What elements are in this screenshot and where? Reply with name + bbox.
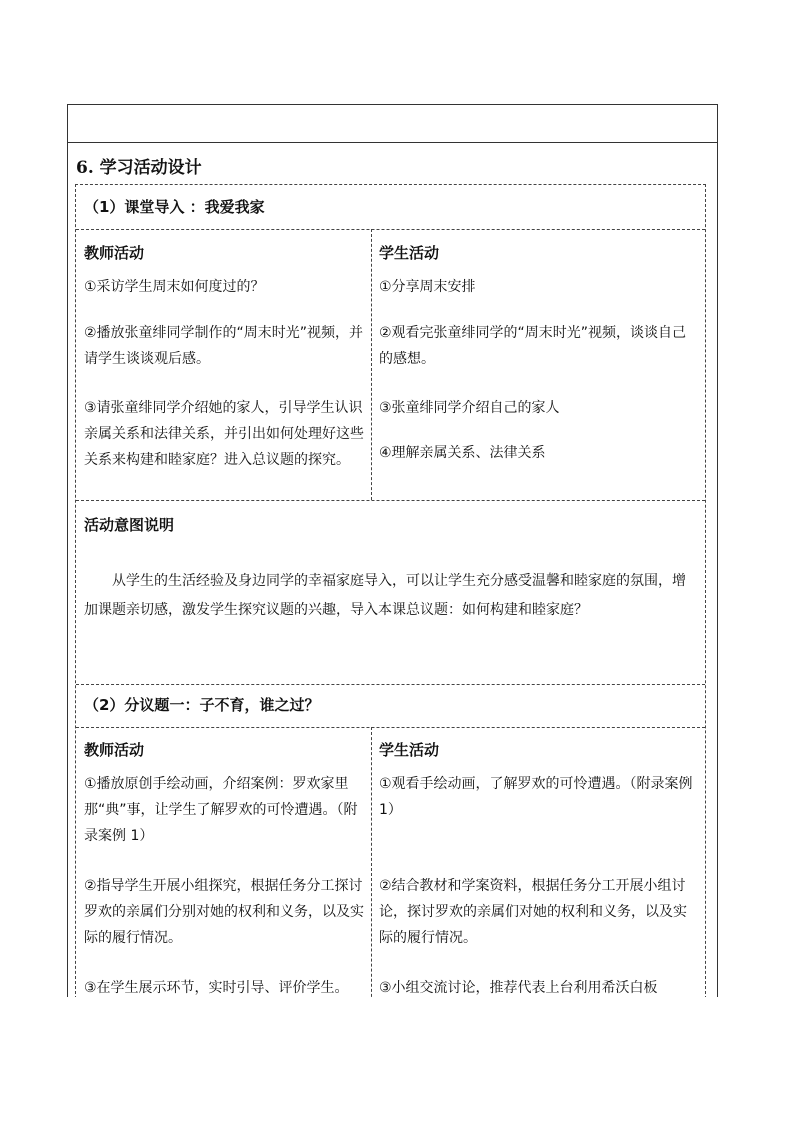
- part2-student-header: 学生活动: [379, 741, 440, 759]
- part2-student-item: ③小组交流讨论，推荐代表上台利用希沃白板: [379, 980, 658, 996]
- part2-teacher-item: ①播放原创手绘动画，介绍案例：罗欢家里那“典”事，让学生了解罗欢的可怜遭遇。（附录案例 1）: [84, 776, 358, 844]
- section-title: 6. 学习活动设计: [76, 158, 202, 178]
- intent-header: 活动意图说明: [84, 516, 175, 534]
- part2-teacher-header: 教师活动: [84, 741, 145, 759]
- part2-heading: （2）分议题一：子不育，谁之过？: [84, 696, 320, 714]
- document-table: [67, 104, 718, 997]
- part1-student-item: ①分享周末安排: [379, 279, 476, 295]
- part1-teacher-header: 教师活动: [84, 244, 145, 262]
- column-divider: [371, 727, 372, 997]
- part1-student-item: ②观看完张童绯同学的“周末时光”视频，谈谈自己的感想。: [379, 325, 687, 367]
- part1-student-item: ③张童绯同学介绍自己的家人: [379, 400, 560, 416]
- part1-student-item: ④理解亲属关系、法律关系: [379, 445, 546, 461]
- part2-student-item: ②结合教材和学案资料，根据任务分工开展小组讨论，探讨罗欢的亲属们对她的权利和义务，以及实际的履行情况。: [379, 878, 687, 946]
- part1-heading: （1）课堂导入 ：我爱我家: [84, 198, 265, 216]
- intent-paragraph: 从学生的生活经验及身边同学的幸福家庭导入，可以让学生充分感受温馨和睦家庭的氛围，增加课题亲切感，激发学生探究议题的兴趣，导入本课总议题：如何构建和睦家庭？: [84, 573, 686, 618]
- part1-teacher-item: ③请张童绯同学介绍她的家人，引导学生认识亲属关系和法律关系，并引出如何处理好这些关系来构建和睦家庭？进入总议题的探究。: [84, 400, 364, 468]
- empty-top-row: [68, 105, 717, 143]
- divider: [76, 500, 705, 501]
- activity-design-table: [75, 184, 706, 997]
- part2-teacher-item: ③在学生展示环节，实时引导、评价学生。: [84, 980, 349, 996]
- part2-teacher-item: ②指导学生开展小组探究，根据任务分工探讨罗欢的亲属们分别对她的权利和义务，以及实际的履行情况。: [84, 878, 364, 946]
- column-divider: [371, 229, 372, 500]
- part2-student-item: ①观看手绘动画，了解罗欢的可怜遭遇。（附录案例 1）: [379, 776, 693, 818]
- part1-student-header: 学生活动: [379, 244, 440, 262]
- part1-teacher-item: ②播放张童绯同学制作的“周末时光”视频，并请学生谈谈观后感。: [84, 325, 364, 367]
- divider: [76, 684, 705, 685]
- part1-teacher-item: ①采访学生周末如何度过的？: [84, 279, 265, 295]
- divider: [76, 229, 705, 230]
- divider: [76, 727, 705, 728]
